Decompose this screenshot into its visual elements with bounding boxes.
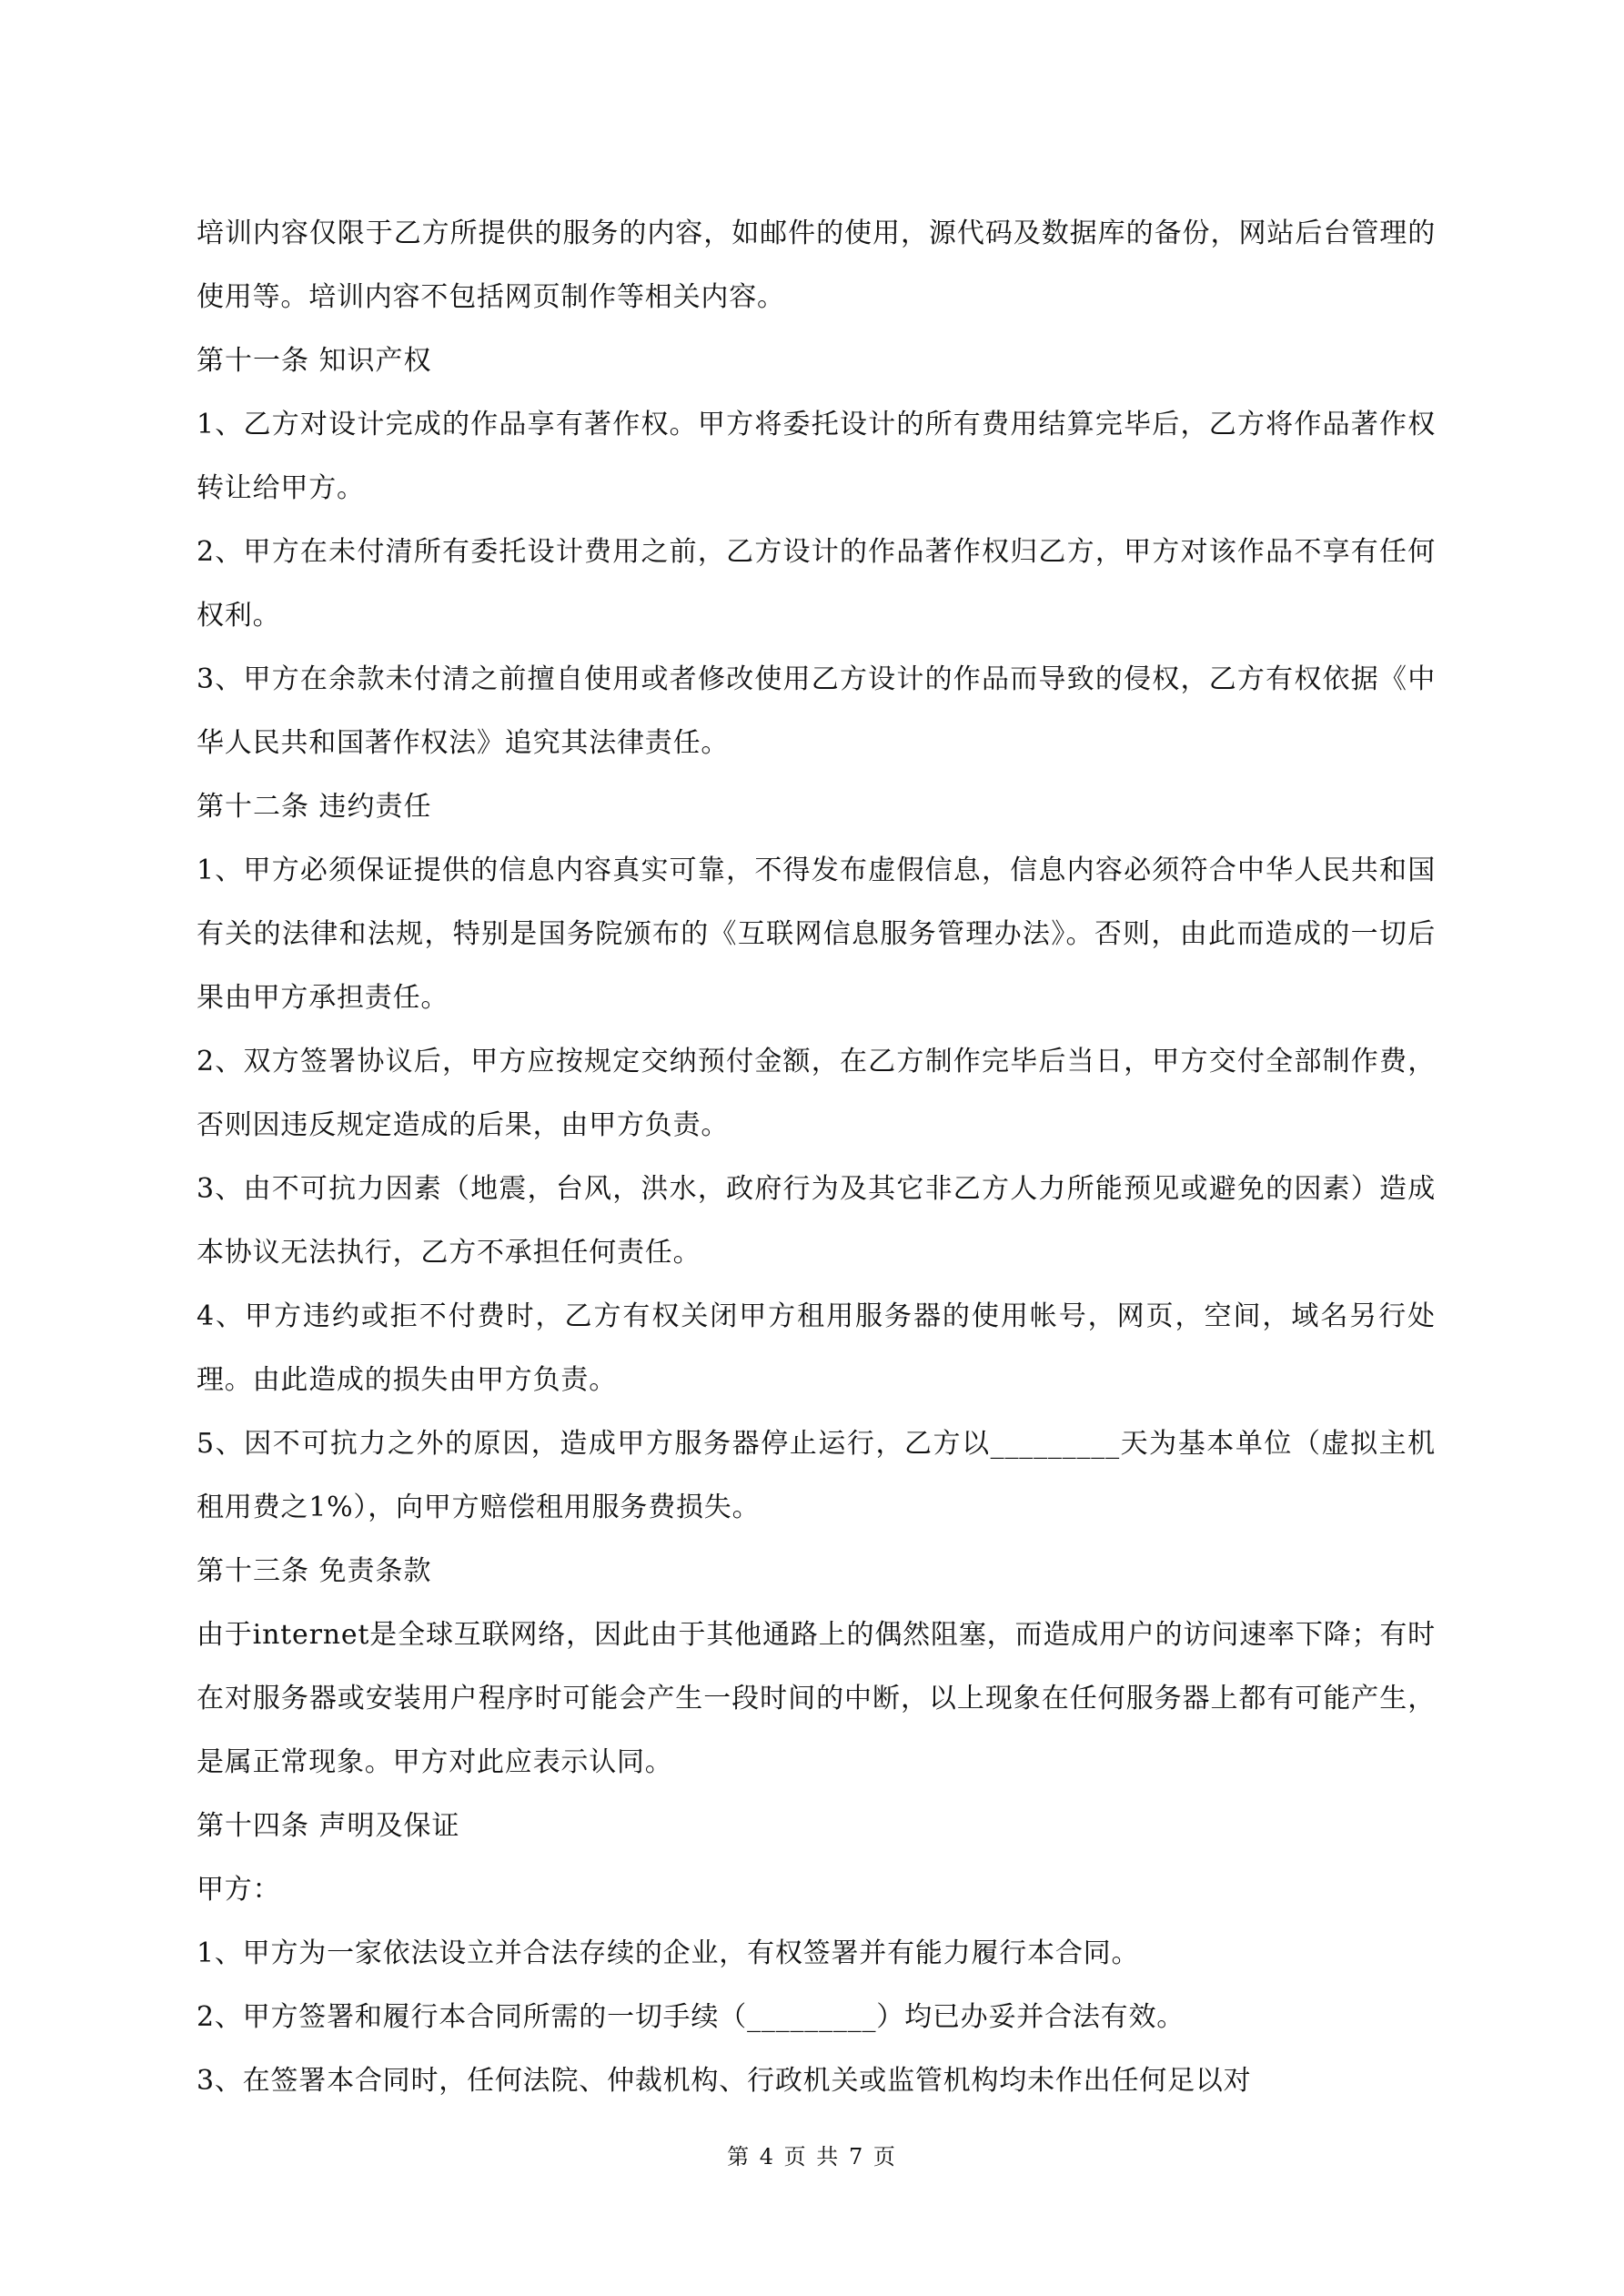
section-heading-article-11: 第十一条 知识产权 — [197, 345, 432, 377]
paragraph-article-11-item-3: 3、甲方在余款未付清之前擅自使用或者修改使用乙方设计的作品而导致的侵权，乙方有权依据《中华人民共和国著作权法》追究其法律责任。 — [197, 663, 1436, 759]
paragraph-article-11-item-2: 2、甲方在未付清所有委托设计费用之前，乙方设计的作品著作权归乙方，甲方对该作品不享有任何权利。 — [197, 536, 1436, 632]
paragraph-training-scope: 培训内容仅限于乙方所提供的服务的内容，如邮件的使用，源代码及数据库的备份，网站后台管理的使用等。培训内容不包括网页制作等相关内容。 — [197, 217, 1436, 313]
paragraph-article-12-item-2: 2、双方签署协议后，甲方应按规定交纳预付金额，在乙方制作完毕后当日，甲方交付全部制作费，否则因违反规定造成的后果，由甲方负责。 — [197, 1046, 1436, 1141]
paragraph-article-14-item-1: 1、甲方为一家依法设立并合法存续的企业，有权签署并有能力履行本合同。 — [197, 1937, 1140, 1969]
page-footer — [0, 2139, 1624, 2170]
section-heading-article-13: 第十三条 免责条款 — [197, 1555, 432, 1587]
document-body — [197, 202, 1436, 2113]
page-number-indicator: 第 4 页 共 7 页 — [727, 2144, 897, 2170]
paragraph-party-a-label: 甲方： — [197, 1874, 281, 1906]
paragraph-article-12-item-4: 4、甲方违约或拒不付费时，乙方有权关闭甲方租用服务器的使用帐号，网页，空间，域名另行处理。由此造成的损失由甲方负责。 — [197, 1300, 1436, 1396]
paragraph-article-14-item-2: 2、甲方签署和履行本合同所需的一切手续（_________）均已办妥并合法有效。 — [197, 2001, 1185, 2033]
paragraph-article-12-item-1: 1、甲方必须保证提供的信息内容真实可靠，不得发布虚假信息，信息内容必须符合中华人民共和国有关的法律和法规，特别是国务院颁布的《互联网信息服务管理办法》。否则，由此而造成的一切后果由甲方承担责任。 — [197, 855, 1436, 1014]
section-heading-article-14: 第十四条 声明及保证 — [197, 1810, 460, 1842]
paragraph-article-11-item-1: 1、乙方对设计完成的作品享有著作权。甲方将委托设计的所有费用结算完毕后，乙方将作品著作权转让给甲方。 — [197, 409, 1436, 504]
paragraph-article-12-item-3: 3、由不可抗力因素（地震，台风，洪水，政府行为及其它非乙方人力所能预见或避免的因素）造成本协议无法执行，乙方不承担任何责任。 — [197, 1173, 1436, 1269]
paragraph-article-13-body: 由于internet是全球互联网络，因此由于其他通路上的偶然阻塞，而造成用户的访问速率下降；有时在对服务器或安装用户程序时可能会产生一段时间的中断，以上现象在任何服务器上都有可能产生，是属正常现象。甲方对此应表示认同。 — [197, 1619, 1436, 1778]
paragraph-article-12-item-5: 5、因不可抗力之外的原因，造成甲方服务器停止运行，乙方以_________天为基本单位（虚拟主机租用费之1%），向甲方赔偿租用服务费损失。 — [197, 1428, 1436, 1523]
paragraph-article-14-item-3: 3、在签署本合同时，任何法院、仲裁机构、行政机关或监管机构均未作出任何足以对 — [197, 2065, 1252, 2097]
section-heading-article-12: 第十二条 违约责任 — [197, 791, 432, 823]
